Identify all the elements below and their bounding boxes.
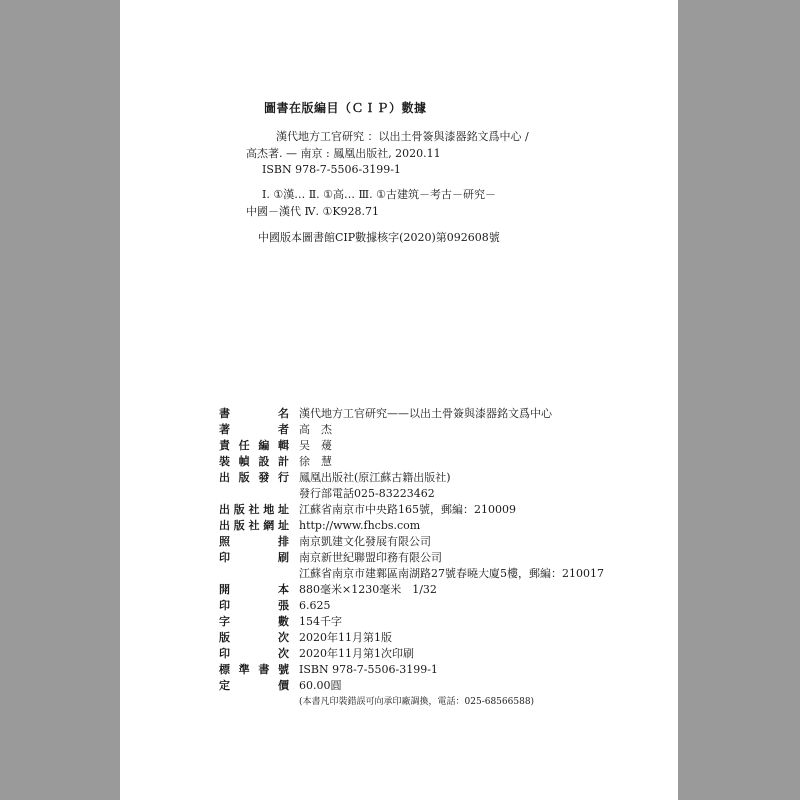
colophon-table [219, 406, 604, 710]
colophon-key-char: 標 [219, 663, 230, 676]
colophon-key [219, 486, 289, 502]
colophon-value: 高 杰 [299, 423, 332, 436]
colophon-row [219, 614, 604, 630]
cip-author-line: 高杰著. — 南京 : 鳳凰出版社, 2020.11 [246, 147, 441, 160]
colophon-key [219, 582, 289, 598]
colophon-row [219, 502, 604, 518]
colophon-value: 吴 蕿 [299, 439, 332, 452]
colophon-key-char: 印 [219, 551, 230, 564]
cip-subject-line: Ⅰ. ①漢… Ⅱ. ①高… Ⅲ. ①古建筑－考古－研究－ [262, 188, 496, 201]
colophon-key [219, 422, 289, 438]
colophon-value: 江蘇省南京市建鄴區南湖路27號春曉大廈5樓，郵編：210017 [299, 567, 604, 580]
colophon-key-char: 排 [278, 535, 289, 548]
colophon-value: 鳳凰出版社(原江蘇古籍出版社) [299, 471, 451, 484]
colophon-key-char: 開 [219, 583, 230, 596]
colophon-key-char: 出 [219, 503, 230, 516]
colophon-key-char: 書 [258, 663, 270, 676]
colophon-value: 江蘇省南京市中央路165號，郵編：210009 [299, 503, 516, 516]
colophon-key-char: 定 [219, 679, 230, 692]
colophon-key-char: 編 [258, 439, 270, 452]
colophon-value: ISBN 978-7-5506-3199-1 [299, 663, 438, 676]
cip-subject-line-2: 中國－漢代 Ⅳ. ①K928.71 [246, 205, 380, 218]
colophon-key-char: 社 [248, 519, 260, 532]
colophon-key-char: 地 [263, 503, 275, 516]
colophon-value: 2020年11月第1版 [299, 631, 392, 644]
colophon-key-char: 網 [263, 519, 275, 532]
colophon-value: 徐 慧 [299, 455, 332, 468]
colophon-key [219, 518, 289, 534]
cip-isbn-line: ISBN 978-7-5506-3199-1 [262, 163, 401, 176]
colophon-key-char: 印 [219, 647, 230, 660]
colophon-key-char: 次 [278, 647, 289, 660]
colophon-key-char: 責 [219, 439, 230, 452]
cip-heading: 圖書在版編目（ＣＩＰ）數據 [264, 101, 427, 115]
colophon-key-char: 任 [238, 439, 250, 452]
colophon-key [219, 470, 289, 486]
colophon-row [219, 438, 604, 454]
colophon-key [219, 406, 289, 422]
colophon-key-char: 次 [278, 631, 289, 644]
colophon-value: 發行部電話025-83223462 [299, 487, 435, 500]
colophon-row [219, 678, 604, 694]
colophon-key-char: 者 [278, 423, 289, 436]
colophon-value: http://www.fhcbs.com [299, 519, 421, 532]
colophon-row [219, 486, 604, 502]
cip-title-line: 漢代地方工官研究 ：以出土骨簽與漆器銘文爲中心 / [276, 130, 529, 143]
colophon-key-char: 版 [219, 631, 230, 644]
colophon-key [219, 614, 289, 630]
colophon-row [219, 566, 604, 582]
colophon-key [219, 630, 289, 646]
colophon-key [219, 502, 289, 518]
colophon-key [219, 566, 289, 582]
colophon-value: 2020年11月第1次印刷 [299, 647, 414, 660]
colophon-key [219, 694, 289, 710]
colophon-row [219, 550, 604, 566]
colophon-key-char: 著 [219, 423, 230, 436]
colophon-key [219, 678, 289, 694]
colophon-row [219, 454, 604, 470]
colophon-key-char: 輯 [277, 439, 289, 452]
colophon-key-char: 版 [238, 471, 250, 484]
colophon-key-char: 址 [278, 519, 289, 532]
colophon-value: 南京新世紀聯盟印務有限公司 [299, 551, 442, 564]
colophon-value: 6.625 [299, 599, 331, 612]
colophon-value: 154千字 [299, 615, 342, 628]
colophon-value: 880毫米×1230毫米 1/32 [299, 583, 437, 596]
colophon-key-char: 本 [278, 583, 289, 596]
colophon-value: (本書凡印裝錯誤可向承印廠調換，電話：025-68566588) [299, 697, 535, 707]
colophon-key-char: 計 [277, 455, 289, 468]
colophon-key-char: 出 [219, 519, 230, 532]
colophon-row [219, 422, 604, 438]
colophon-key-char: 書 [219, 407, 230, 420]
colophon-key-char: 發 [258, 471, 270, 484]
colophon-key-char: 字 [219, 615, 230, 628]
colophon-key-char: 刷 [278, 551, 289, 564]
colophon-key-char: 號 [277, 663, 289, 676]
colophon-key-char: 印 [219, 599, 230, 612]
colophon-key-char: 行 [277, 471, 289, 484]
colophon-row [219, 582, 604, 598]
colophon-value: 南京凱建文化發展有限公司 [299, 535, 431, 548]
colophon-row [219, 630, 604, 646]
cip-record-number: 中國版本圖書館CIP數據核字(2020)第092608號 [258, 231, 500, 244]
colophon-key [219, 598, 289, 614]
colophon-key-char: 幀 [238, 455, 250, 468]
colophon-key [219, 534, 289, 550]
colophon-key-char: 數 [278, 615, 289, 628]
colophon-key [219, 454, 289, 470]
colophon-key-char: 版 [233, 503, 245, 516]
colophon-key-char: 社 [248, 503, 260, 516]
colophon-key-char: 名 [278, 407, 289, 420]
colophon-row [219, 406, 604, 422]
colophon-key-char: 張 [278, 599, 289, 612]
colophon-row [219, 470, 604, 486]
colophon-key-char: 出 [219, 471, 230, 484]
colophon-key-char: 照 [219, 535, 230, 548]
colophon-key-char: 準 [238, 663, 250, 676]
colophon-row [219, 518, 604, 534]
colophon-key-char: 設 [258, 455, 270, 468]
colophon-key-char: 裝 [219, 455, 230, 468]
colophon-key [219, 646, 289, 662]
colophon-value: 漢代地方工官研究——以出土骨簽與漆器銘文爲中心 [299, 407, 552, 420]
colophon-key-char: 版 [233, 519, 245, 532]
colophon-row [219, 662, 604, 678]
colophon-key-char: 價 [278, 679, 289, 692]
colophon-value: 60.00圓 [299, 679, 342, 692]
colophon-key [219, 550, 289, 566]
colophon-key [219, 438, 289, 454]
colophon-row [219, 598, 604, 614]
colophon-row [219, 646, 604, 662]
colophon-row [219, 694, 604, 710]
colophon-row [219, 534, 604, 550]
colophon-key [219, 662, 289, 678]
colophon-key-char: 址 [278, 503, 289, 516]
